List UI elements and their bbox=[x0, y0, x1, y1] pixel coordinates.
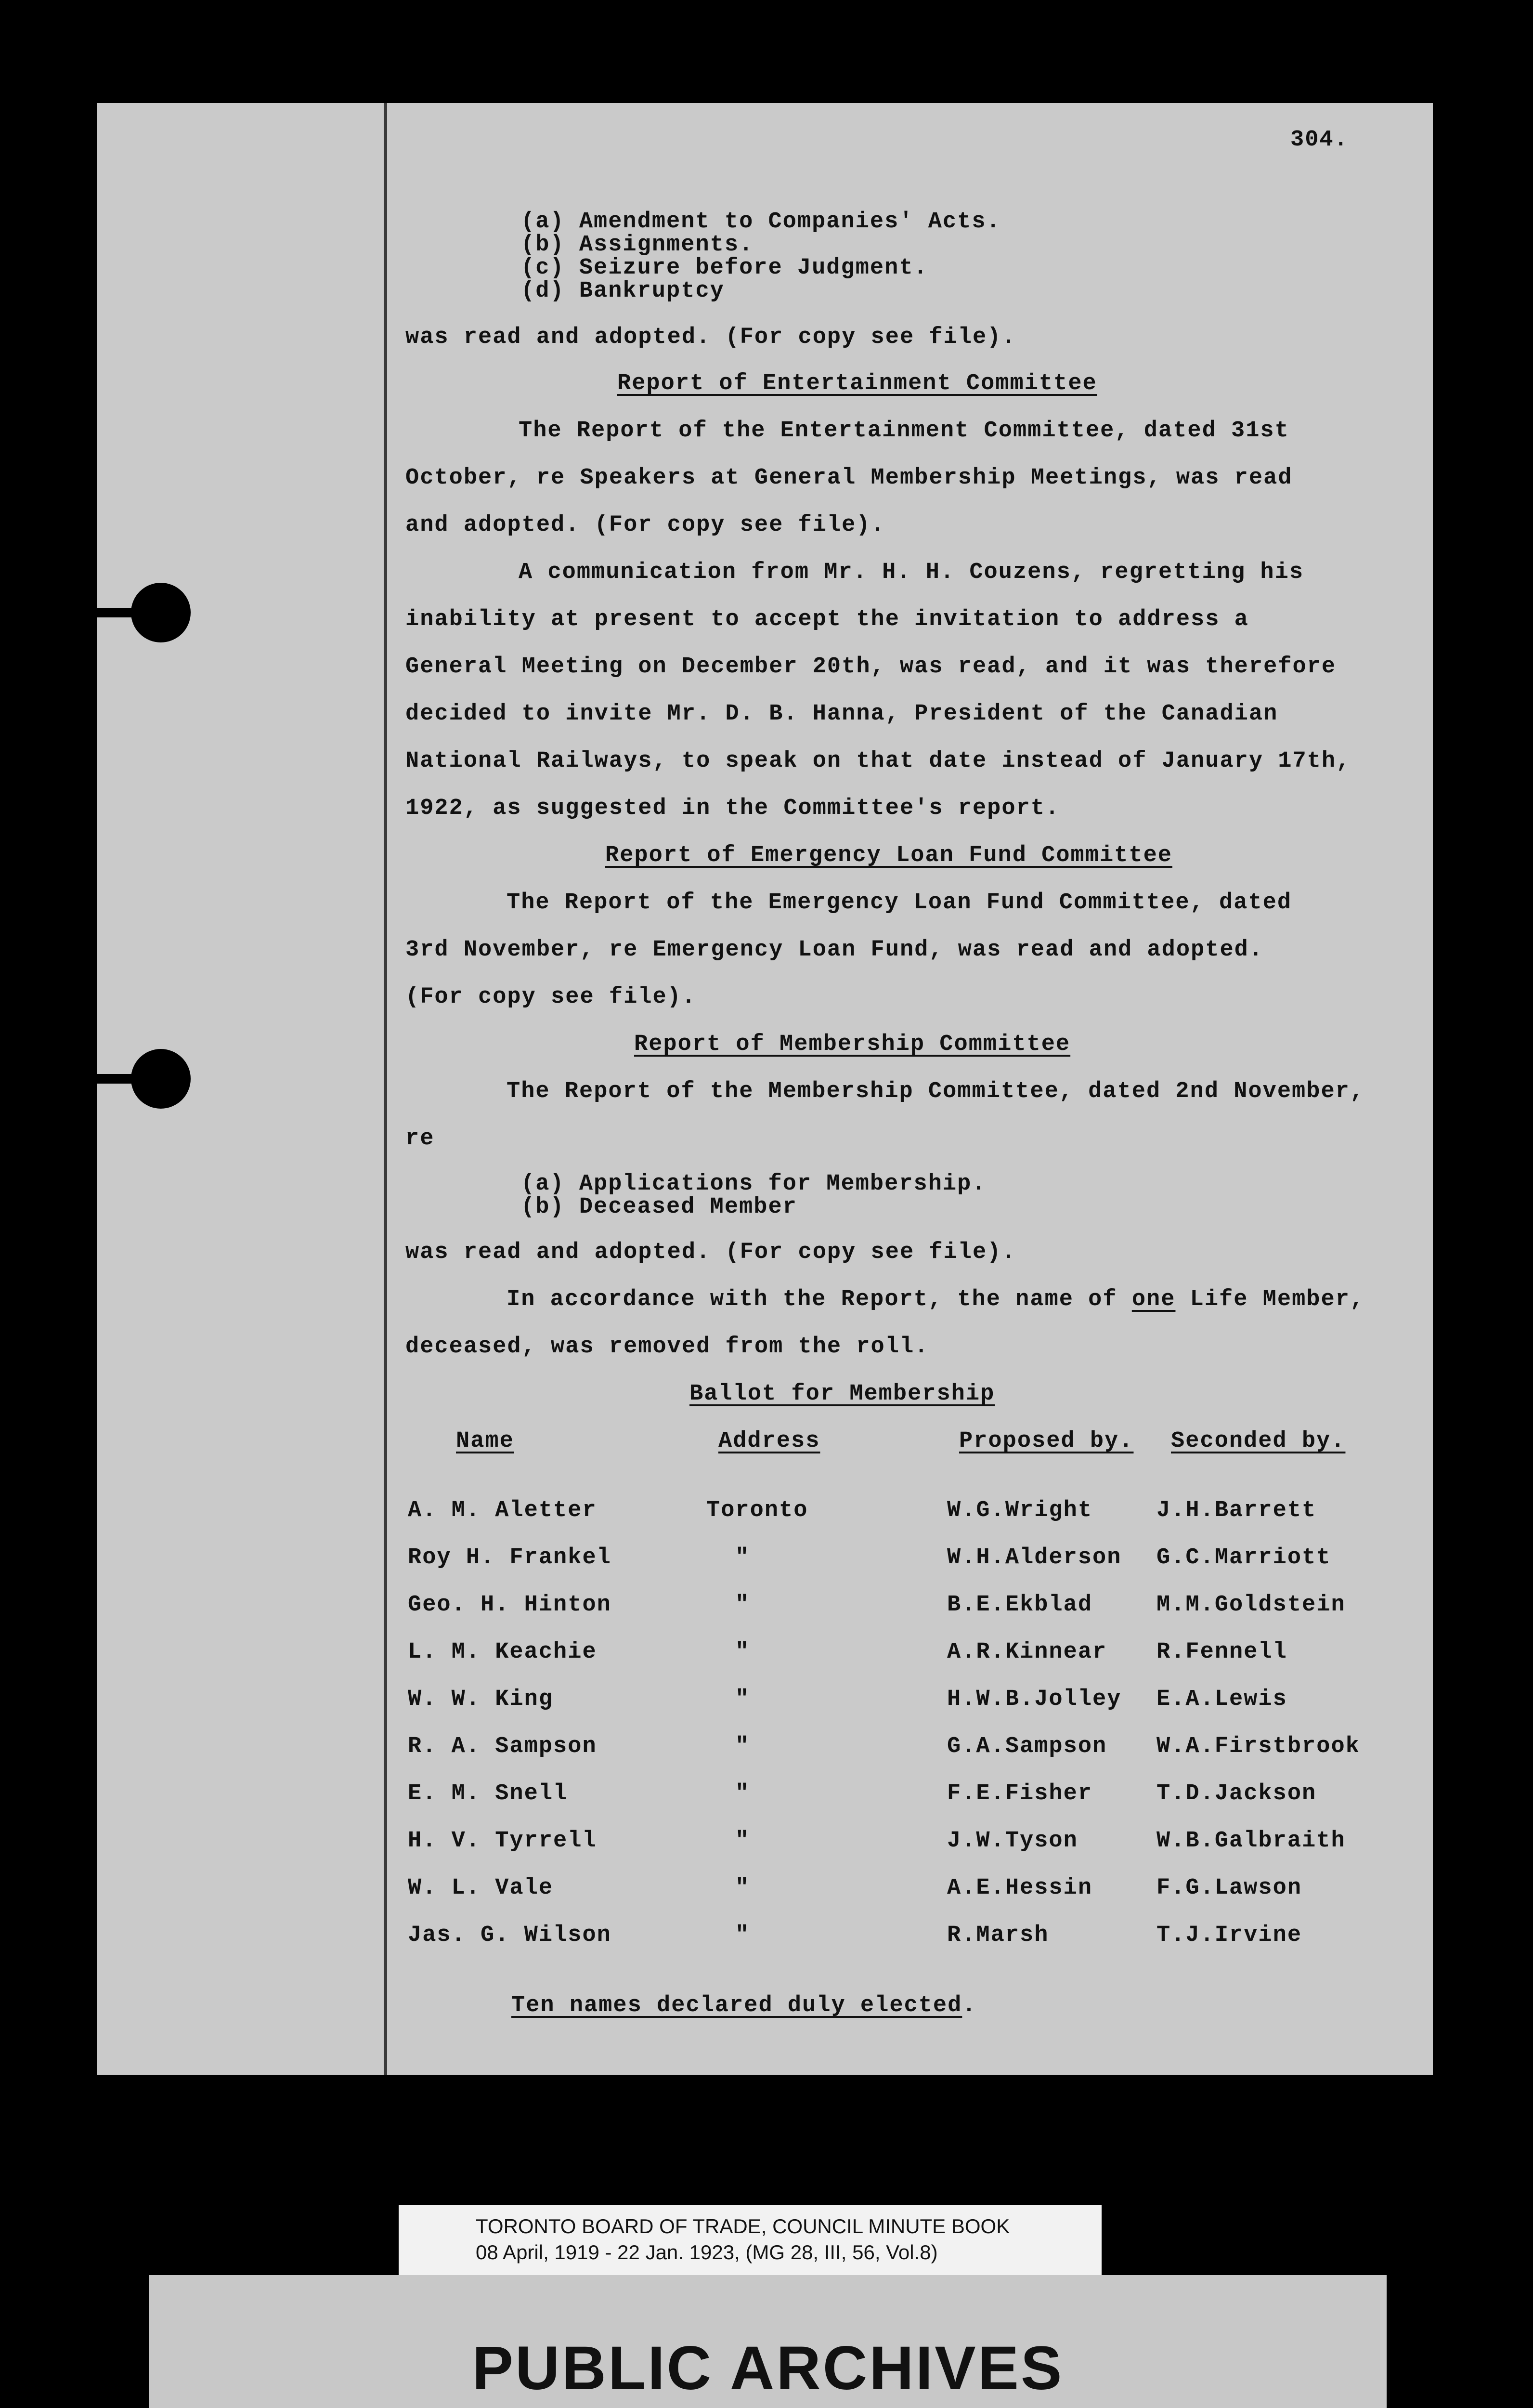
list-item: (b) Deceased Member bbox=[521, 1194, 797, 1220]
cell-address: Toronto bbox=[706, 1498, 808, 1523]
cell-seconded: J.H.Barrett bbox=[1156, 1498, 1317, 1523]
paragraph-line: (For copy see file). bbox=[405, 984, 697, 1010]
cell-proposed: B.E.Ekblad bbox=[947, 1592, 1093, 1618]
cell-address: " bbox=[735, 1734, 750, 1759]
list-item: (c) Seizure before Judgment. bbox=[521, 255, 928, 281]
cell-seconded: E.A.Lewis bbox=[1156, 1687, 1287, 1712]
paragraph-line: General Meeting on December 20th, was read, and it was therefore bbox=[405, 654, 1337, 680]
cell-address: " bbox=[735, 1687, 750, 1712]
cell-seconded: M.M.Goldstein bbox=[1156, 1592, 1346, 1618]
cell-proposed: A.R.Kinnear bbox=[947, 1639, 1107, 1665]
paragraph-line: 1922, as suggested in the Committee's report. bbox=[405, 796, 1060, 821]
cell-proposed: W.H.Alderson bbox=[947, 1545, 1122, 1570]
cell-name: Roy H. Frankel bbox=[408, 1545, 611, 1570]
cell-proposed: F.E.Fisher bbox=[947, 1781, 1093, 1806]
cell-address: " bbox=[735, 1781, 750, 1806]
cell-name: Geo. H. Hinton bbox=[408, 1592, 611, 1618]
cell-proposed: R.Marsh bbox=[947, 1923, 1049, 1948]
cell-name: L. M. Keachie bbox=[408, 1639, 597, 1665]
cell-name: R. A. Sampson bbox=[408, 1734, 597, 1759]
paragraph-line: The Report of the Emergency Loan Fund Committee, dated bbox=[507, 890, 1292, 916]
archive-label-line2: 08 April, 1919 - 22 Jan. 1923, (MG 28, III, 56, Vol.8) bbox=[476, 2241, 938, 2264]
column-header-seconded: Seconded by. bbox=[1171, 1428, 1346, 1454]
binder-hole-top bbox=[131, 583, 191, 642]
paragraph-line: In accordance with the Report, the name of one Life Member, bbox=[507, 1287, 1365, 1312]
cell-address: " bbox=[735, 1875, 750, 1901]
paragraph-line: deceased, was removed from the roll. bbox=[405, 1334, 929, 1360]
paragraph-line: The Report of the Entertainment Committee, dated 31st bbox=[519, 418, 1289, 444]
cell-seconded: W.A.Firstbrook bbox=[1156, 1734, 1360, 1759]
cell-seconded: T.D.Jackson bbox=[1156, 1781, 1317, 1806]
heading-ballot: Ballot for Membership bbox=[689, 1381, 995, 1407]
list-item: (b) Assignments. bbox=[521, 232, 754, 258]
stamp-line1: PUBLIC ARCHIVES bbox=[472, 2334, 1064, 2403]
paragraph-line: decided to invite Mr. D. B. Hanna, President of the Canadian bbox=[405, 701, 1278, 727]
cell-name: H. V. Tyrrell bbox=[408, 1828, 597, 1854]
column-header-proposed: Proposed by. bbox=[959, 1428, 1134, 1454]
archive-reference-label bbox=[399, 2205, 1102, 2275]
cell-address: " bbox=[735, 1639, 750, 1665]
margin-rule bbox=[384, 103, 387, 2075]
document-page bbox=[97, 103, 1433, 2075]
cell-seconded: G.C.Marriott bbox=[1156, 1545, 1331, 1570]
paragraph-line: re bbox=[405, 1126, 435, 1152]
underlined-word: one bbox=[1131, 1287, 1176, 1312]
list-item: (a) Amendment to Companies' Acts. bbox=[521, 209, 1001, 235]
cell-proposed: G.A.Sampson bbox=[947, 1734, 1107, 1759]
list-item: (d) Bankruptcy bbox=[521, 278, 725, 304]
cell-proposed: A.E.Hessin bbox=[947, 1875, 1093, 1901]
adopted-line: was read and adopted. (For copy see file). bbox=[405, 325, 1016, 350]
cell-name: W. L. Vale bbox=[408, 1875, 554, 1901]
paragraph-line: and adopted. (For copy see file). bbox=[405, 512, 885, 538]
paragraph-line: 3rd November, re Emergency Loan Fund, was read and adopted. bbox=[405, 937, 1264, 963]
adopted-line: was read and adopted. (For copy see file). bbox=[405, 1240, 1016, 1265]
cell-name: W. W. King bbox=[408, 1687, 554, 1712]
cell-proposed: J.W.Tyson bbox=[947, 1828, 1078, 1854]
archives-stamp bbox=[149, 2275, 1387, 2408]
cell-name: Jas. G. Wilson bbox=[408, 1923, 611, 1948]
page-number: 304. bbox=[1290, 127, 1349, 153]
cell-address: " bbox=[735, 1923, 750, 1948]
paragraph-line: The Report of the Membership Committee, dated 2nd November, bbox=[507, 1079, 1365, 1104]
cell-seconded: T.J.Irvine bbox=[1156, 1923, 1302, 1948]
cell-seconded: F.G.Lawson bbox=[1156, 1875, 1302, 1901]
cell-address: " bbox=[735, 1592, 750, 1618]
paragraph-line: October, re Speakers at General Membership Meetings, was read bbox=[405, 465, 1293, 491]
cell-proposed: W.G.Wright bbox=[947, 1498, 1093, 1523]
cell-name: E. M. Snell bbox=[408, 1781, 568, 1806]
archive-label-line1: TORONTO BOARD OF TRADE, COUNCIL MINUTE BOOK bbox=[476, 2215, 1010, 2238]
paragraph-line: A communication from Mr. H. H. Couzens, regretting his bbox=[519, 560, 1304, 585]
cell-address: " bbox=[735, 1828, 750, 1854]
binder-hole-bottom bbox=[131, 1049, 191, 1109]
cell-proposed: H.W.B.Jolley bbox=[947, 1687, 1122, 1712]
heading-entertainment: Report of Entertainment Committee bbox=[617, 371, 1097, 396]
paragraph-line: inability at present to accept the invitation to address a bbox=[405, 607, 1249, 632]
paragraph-line: National Railways, to speak on that date instead of January 17th, bbox=[405, 748, 1351, 774]
heading-loan-fund: Report of Emergency Loan Fund Committee bbox=[605, 843, 1172, 868]
list-item: (a) Applications for Membership. bbox=[521, 1171, 987, 1197]
cell-seconded: R.Fennell bbox=[1156, 1639, 1287, 1665]
heading-membership: Report of Membership Committee bbox=[634, 1032, 1071, 1057]
column-header-address: Address bbox=[718, 1428, 820, 1454]
column-header-name: Name bbox=[456, 1428, 514, 1454]
cell-address: " bbox=[735, 1545, 750, 1570]
cell-name: A. M. Aletter bbox=[408, 1498, 597, 1523]
election-note: Ten names declared duly elected. bbox=[511, 1993, 977, 2018]
cell-seconded: W.B.Galbraith bbox=[1156, 1828, 1346, 1854]
